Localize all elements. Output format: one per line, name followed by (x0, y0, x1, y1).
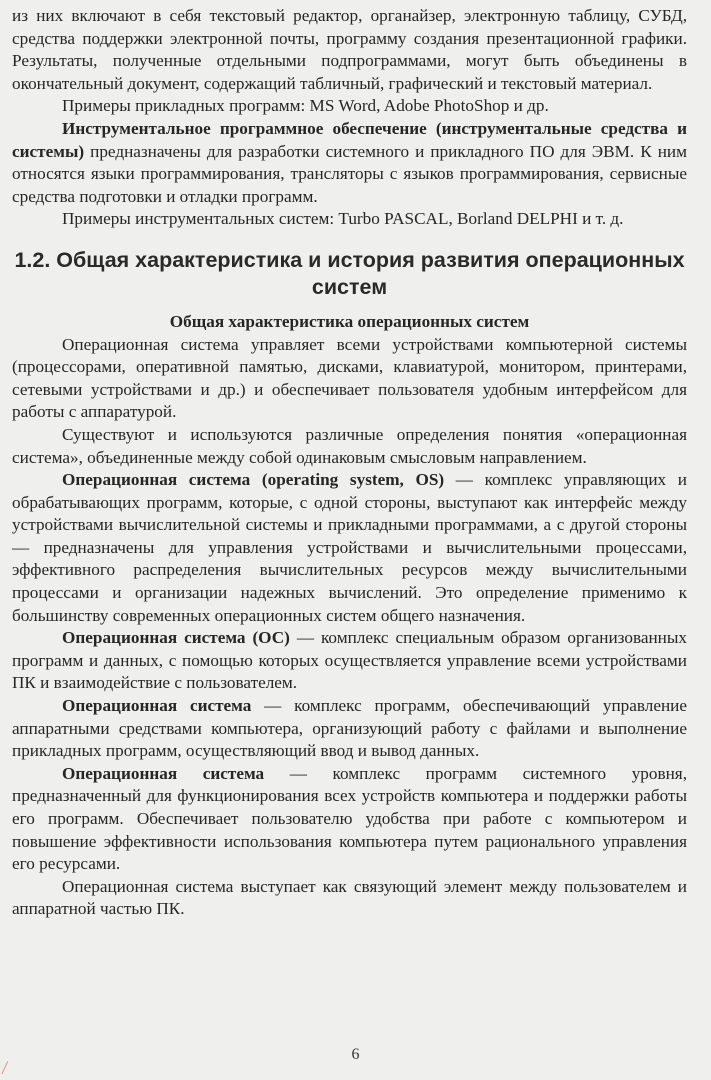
definition-os-system-level-text: — комплекс программ системного уровня, предназначенный для функционирования всех устройств компьютера и поддержки работы его программ. Обеспечивает пользователю удобства при работе с компьютером и повышение эффективности использования компьютера путем рационального управления его ресурсами. (12, 763, 687, 874)
term-os-hardware: Операционная система (62, 696, 252, 716)
term-os-abbrev: Операционная система (ОС) (62, 628, 290, 648)
body-paragraph-definition-os-system-level (12, 763, 687, 876)
body-paragraph-definitions-intro: Существуют и используются различные определения понятия «операционная система», объединенные между собой одинаковым смысловым направлением. (12, 424, 687, 467)
term-tools-software: Инструментальное программное обеспечение (инструментальные средства и системы) (12, 118, 687, 161)
definition-os-english-text: — комплекс управляющих и обрабатывающих программ, которые, с одной стороны, выступают как интерфейс между устройствами вычислительной системы и прикладными программами, а с другой стороны — предназначены для управления устройствами и вычислительными процессами, эффективного распределения вычислительных ресурсов между вычислительными процессами и организации надежных вычислений. Это определение применимо к большинству современных операционных систем общего назначения. (12, 470, 687, 625)
section-title: 1.2. Общая характеристика и история развития операционных систем (14, 247, 685, 299)
page-number: 6 (351, 1046, 360, 1063)
subsection-title: Общая характеристика операционных систем (169, 311, 530, 331)
term-os-system-level: Операционная система (62, 763, 265, 783)
definition-os-abbrev-text: — комплекс специальным образом организованных программ и данных, с помощью которых осуществляется управление всеми устройствами ПК и взаимодействие с пользователем. (12, 628, 687, 693)
body-paragraph-definition-os-hardware (12, 695, 687, 763)
body-paragraph-os-link: Операционная система выступает как связующий элемент между пользователем и аппаратной частью ПК. (12, 876, 687, 919)
intro-paragraph-tools-examples: Примеры инструментальных систем: Turbo PASCAL, Borland DELPHI и т. д. (62, 209, 624, 229)
intro-paragraph-tools-definition (12, 118, 687, 208)
intro-paragraph-app-examples: Примеры прикладных программ: MS Word, Adobe PhotoShop и др. (62, 96, 549, 116)
body-paragraph-definition-os-ru (12, 627, 687, 695)
tools-definition-text: предназначены для разработки системного и прикладного ПО для ЭВМ. К ним относятся языки программирования, трансляторы с языков программирования, сервисные средства подготовки и отладки программ. (12, 141, 687, 206)
definition-os-hardware-text: — комплекс программ, обеспечивающий управление аппаратными средствами компьютера, организующий работу с файлами и выполнение прикладных программ, осуществляющий ввод и вывод данных. (12, 696, 687, 761)
intro-paragraph-continuation: из них включают в себя текстовый редактор, органайзер, электронную таблицу, СУБД, средства поддержки электронной почты, программу создания презентационной графики. Результаты, полученные отдельными подпрограммами, могут быть объединены в окончательный документ, содержащий табличный, графический и текстовый материал. (12, 6, 687, 93)
body-paragraph-definition-os-en (12, 469, 687, 627)
body-paragraph-os-overview: Операционная система управляет всеми устройствами компьютерной системы (процессорами, оперативной памятью, дисками, клавиатурой, монитором, принтерами, сетевыми устройствами и др.) и обеспечивает пользователя удобным интерфейсом для работы с аппаратурой. (12, 334, 687, 422)
term-os-english: Операционная система (operating system, OS) (62, 470, 445, 490)
